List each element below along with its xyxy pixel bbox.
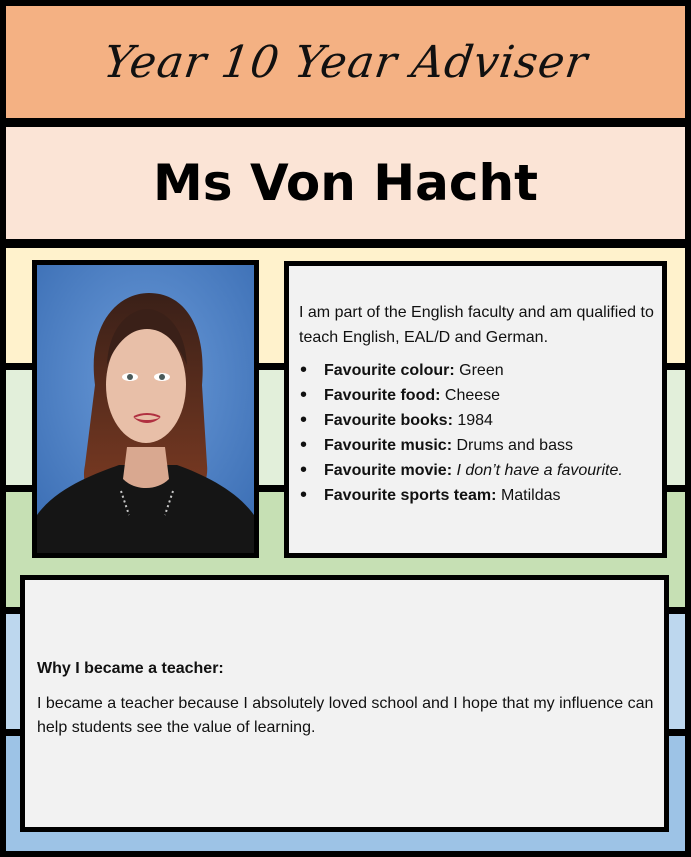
favourite-label: Favourite music: xyxy=(324,437,453,454)
favourite-item-books xyxy=(324,408,654,433)
favourite-value: Green xyxy=(459,362,504,379)
why-teacher-heading: Why I became a teacher: xyxy=(37,660,224,677)
info-content xyxy=(289,266,662,553)
portrait-frame xyxy=(32,260,259,558)
favourite-value: Drums and bass xyxy=(456,437,573,454)
favourite-value: 1984 xyxy=(457,412,493,429)
title-banner xyxy=(6,6,685,118)
poster-title: Year 10 Year Adviser xyxy=(100,36,591,88)
favourite-value: I don’t have a favourite. xyxy=(456,462,623,479)
info-box xyxy=(284,261,667,558)
intro-text: I am part of the English faculty and am qualified to teach English, EAL/D and German. xyxy=(299,304,654,346)
why-teacher-content xyxy=(25,580,664,827)
teacher-name: Ms Von Hacht xyxy=(153,154,538,212)
why-teacher-body: I became a teacher because I absolutely loved school and I hope that my influence can help students see the value of learning. xyxy=(37,695,654,736)
name-banner xyxy=(6,127,685,239)
favourite-label: Favourite books: xyxy=(324,412,453,429)
favourite-item-movie xyxy=(324,458,654,483)
favourite-item-music xyxy=(324,433,654,458)
portrait-photo xyxy=(37,265,254,553)
favourite-label: Favourite movie: xyxy=(324,462,453,479)
favourites-list xyxy=(299,358,654,508)
favourite-item-food xyxy=(324,383,654,408)
favourite-item-colour xyxy=(324,358,654,383)
favourite-label: Favourite sports team: xyxy=(324,487,497,504)
favourite-value: Cheese xyxy=(444,387,501,404)
favourite-item-sports-team xyxy=(324,483,654,508)
favourite-label: Favourite colour: xyxy=(324,362,455,379)
favourite-value: Matildas xyxy=(500,487,561,504)
why-teacher-box xyxy=(20,575,669,832)
favourite-label: Favourite food: xyxy=(324,387,441,404)
